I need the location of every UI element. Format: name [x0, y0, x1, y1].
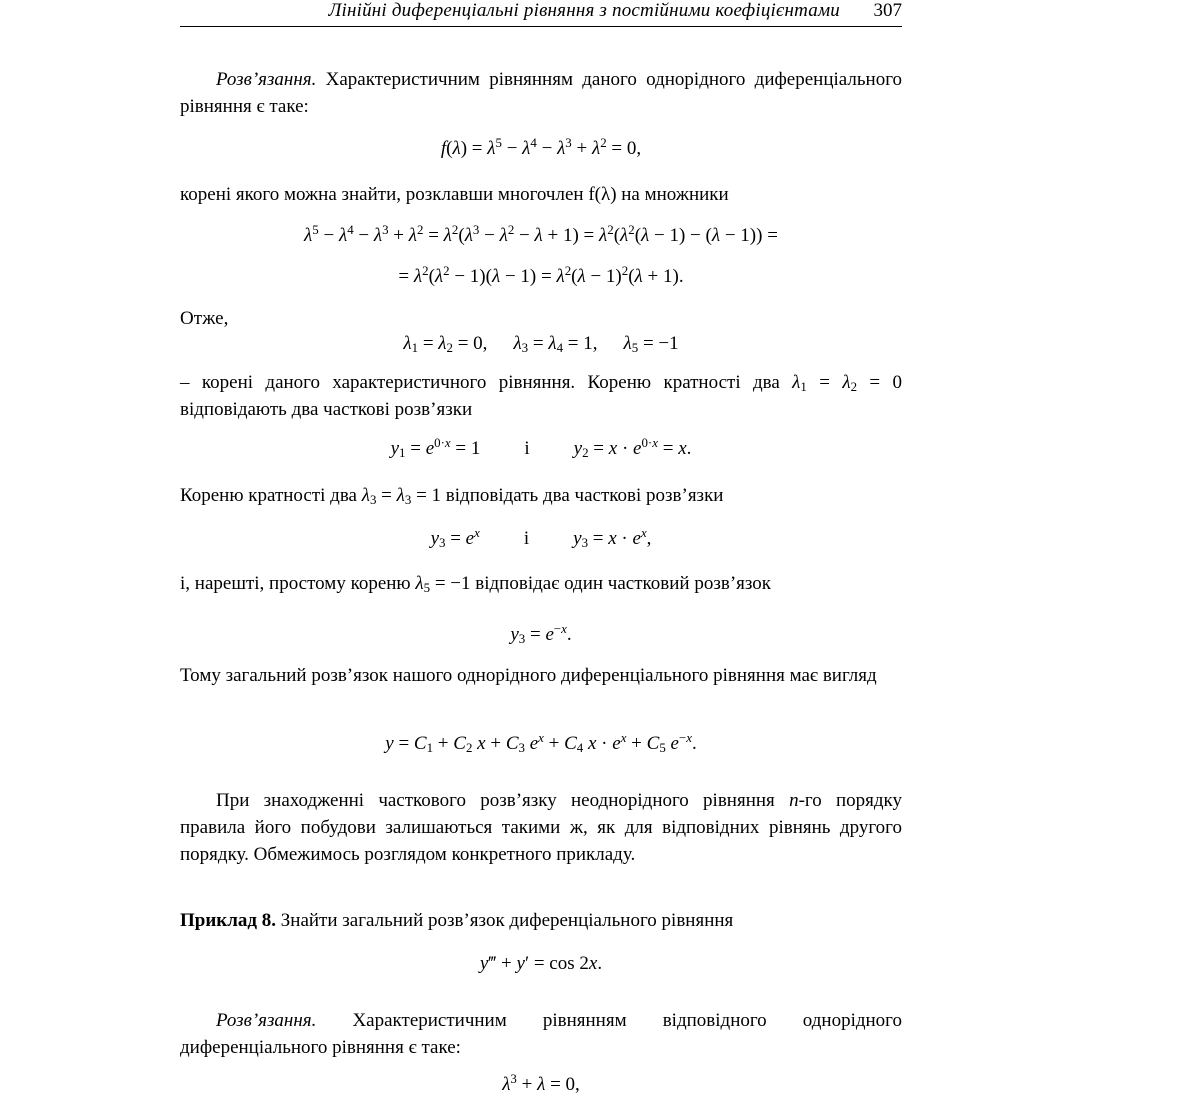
paragraph-therefore: Отже, [180, 308, 229, 329]
solution-paragraph-1 [180, 66, 902, 120]
equation-9: y‴ + y′ = cos 2x. [479, 953, 603, 974]
example-label: Приклад 8. [180, 910, 277, 931]
example-text: Знайти загальний розв’язок диференціального рівняння [280, 910, 734, 931]
equation-6: $y_3 = e^x$ і $y_3 = x \cdot e^x$, [430, 524, 652, 551]
equation-3: = $\lambda^2(\lambda^2 - 1)(\lambda - 1) = \lambda^2(\lambda - 1)^2(\lambda + 1)$. [398, 262, 684, 287]
paragraph-roots-description: – корені даного характеристичного рівняння. Кореню кратності два $\lambda_1 = \lambda_2 = 0$ відповідають два часткові розв’язки [180, 372, 903, 420]
solution-text: Характеристичним рівнянням даного однорідного диференціального рівняння є таке: [180, 69, 903, 117]
equation-10: $\lambda^3 + \lambda = 0$, [502, 1070, 580, 1095]
paragraph-roots-factor: корені якого можна знайти, розклавши многочлен f(λ) на множники [180, 184, 729, 205]
page-number: 307 [873, 0, 902, 21]
example-8 [180, 907, 902, 934]
paragraph-particular-solution: При знаходженні часткового розв’язку неоднорідного рівняння n-го порядку правила його побудови залишаються такими ж, як для відповідних рівнянь другого порядку. Обмежимось розглядом конкретного прикладу. [180, 790, 902, 865]
solution-paragraph-2 [180, 1007, 902, 1061]
paragraph-multiplicity-two: Кореню кратності два $\lambda_3 = \lambda_3 = 1$ відповідать два часткові розв’язки [180, 485, 724, 508]
running-head-title: Лінійні диференціальні рівняння з постійними коефіцієнтами [328, 0, 840, 21]
equation-2: $\lambda^5 - \lambda^4 - \lambda^3 + \lambda^2 = \lambda^2(\lambda^3 - \lambda^2 - \lambda + 1) = \lambda^2(\lambda^2(\lambda - 1) - (\lambda - 1))$ = [304, 221, 778, 246]
book-page [180, 0, 902, 1101]
solution-text-2: Характеристичним рівнянням відповідного однорідного диференціального рівняння є таке: [180, 1010, 903, 1058]
equation-4: $\lambda_1 = \lambda_2 = 0$, $\lambda_3 = \lambda_4 = 1$, $\lambda_5 = -1$ [403, 333, 679, 356]
solution-label-2: Розв’язання. [216, 1010, 317, 1031]
equation-1: $f(\lambda) = \lambda^5 - \lambda^4 - \lambda^3 + \lambda^2 = 0$, [440, 134, 642, 159]
equation-5: $y_1 = e^{0\cdot x} = 1$ і $y_2 = x \cdot e^{0\cdot x} = x$. [390, 434, 692, 461]
paragraph-general-solution: Тому загальний розв’язок нашого однорідного диференціального рівняння має вигляд [180, 665, 877, 686]
equation-8: $y = C_1 + C_2$ $x + C_3$ $e^x + C_4$ $x \cdot e^x + C_5$ $e^{-x}$. [385, 729, 697, 756]
equation-7: $y_3 = e^{-x}$. [510, 620, 572, 647]
paragraph-simple-root: і, нарешті, простому кореню $\lambda_5 = -1$ відповідає один частковий розв’язок [180, 573, 772, 596]
running-head [180, 0, 902, 27]
solution-label: Розв’язання. [216, 69, 317, 90]
